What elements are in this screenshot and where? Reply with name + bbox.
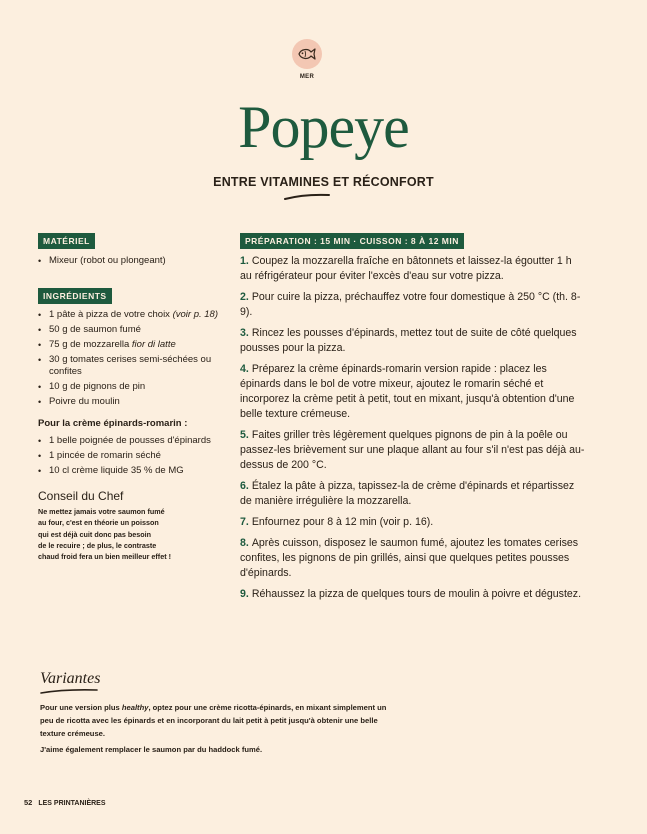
chef-tip-title: Conseil du Chef	[38, 489, 124, 503]
step-item: 5. Faites griller très légèrement quelques pignons de pin à la poêle ou passez-les brièvement sur une plaque allant au four s'il n'est pas déjà au-dessus de 200 °C.	[240, 429, 585, 471]
materiel-item: • Mixeur (robot ou plongeant)	[38, 255, 228, 268]
title-underline-swoosh	[284, 193, 330, 201]
variantes-paragraph: J'aime également remplacer le saumon par du haddock fumé.	[40, 745, 263, 754]
variantes-title: Variantes	[40, 670, 101, 687]
preparation-heading: PRÉPARATION : 15 MIN · CUISSON : 8 À 12 MIN	[240, 233, 464, 249]
ingredient-item: • 10 cl crème liquide 35 % de MG	[38, 465, 228, 478]
left-column	[38, 231, 228, 562]
step-item: 7. Enfournez pour 8 à 12 min (voir p. 16).	[240, 516, 434, 528]
ingredient-item: • 1 belle poignée de pousses d'épinards	[38, 435, 228, 448]
materiel-heading: MATÉRIEL	[38, 233, 95, 249]
step-item: 8. Après cuisson, disposez le saumon fumé, ajoutez les tomates cerises confites, les pignons de pin grillés, ainsi que quelques petites pousses d'épinards.	[240, 537, 579, 579]
step-item: 6. Étalez la pâte à pizza, tapissez-la de crème d'épinards et répartissez de manière irrégulière la mozzarella.	[240, 480, 575, 507]
step-item: 3. Rincez les pousses d'épinards, mettez tout de suite de côté quelques pousses pour la pizza.	[240, 327, 577, 354]
ingredients-heading: INGRÉDIENTS	[38, 288, 112, 304]
ingredients-list	[38, 309, 228, 409]
category-label: MER	[299, 74, 315, 80]
ingredient-item: • 1 pincée de romarin séché	[38, 450, 228, 463]
step-item: 1. Coupez la mozzarella fraîche en bâtonnets et laissez-la égoutter 1 h au réfrigérateur pour éviter l'excès d'eau sur votre pizza.	[240, 255, 572, 282]
ingredient-item: • 30 g tomates cerises semi-séchées ou confites	[38, 354, 228, 379]
ingredient-item: • Poivre du moulin	[38, 396, 228, 409]
variantes-section	[40, 670, 400, 756]
recipe-subtitle: ENTRE VITAMINES ET RÉCONFORT	[213, 175, 434, 189]
ingredient-item: • 10 g de pignons de pin	[38, 381, 228, 394]
step-item: 2. Pour cuire la pizza, préchauffez votre four domestique à 250 °C (th. 8-9).	[240, 291, 581, 318]
variantes-text	[40, 701, 400, 756]
page-footer	[24, 798, 106, 807]
section-name: LES PRINTANIÈRES	[38, 800, 106, 807]
step-item: 4. Préparez la crème épinards-romarin version rapide : placez les épinards dans le bol de votre mixeur, ajoutez le romarin séché et incorporez la crème petit à petit, tout en mixant, jusqu'à obtention d'une belle texture crémeuse.	[240, 363, 575, 420]
fish-icon	[297, 47, 317, 61]
ingredient-item: • 1 pâte à pizza de votre choix (voir p. 18)	[38, 309, 228, 322]
page-number: 52	[24, 798, 33, 807]
ingredient-item: • 75 g de mozzarella fior di latte	[38, 339, 228, 352]
variantes-underline-swoosh	[40, 688, 98, 694]
materiel-list	[38, 255, 228, 268]
cream-ingredients-list	[38, 435, 228, 478]
variantes-paragraph: Pour une version plus healthy, optez pour une crème ricotta-épinards, en mixant simplement un peu de ricotta avec les épinards et en incorporant du lait petit à petit jusqu'à obtenir une belle texture crémeuse.	[40, 703, 387, 738]
cream-subheading: Pour la crème épinards-romarin :	[38, 417, 188, 429]
preparation-column	[240, 231, 586, 608]
ingredient-item: • 50 g de saumon fumé	[38, 324, 228, 337]
chef-tip-text: Ne mettez jamais votre saumon fumé au four, c'est en théorie un poisson qui est déjà cuit donc pas besoin de le recuire ; de plus, le contraste chaud froid fera un bien meilleur effet !	[38, 507, 171, 562]
step-item: 9. Réhaussez la pizza de quelques tours de moulin à poivre et dégustez.	[240, 588, 582, 600]
recipe-title: Popeye	[238, 94, 409, 160]
category-badge	[292, 39, 322, 69]
steps-list	[240, 254, 586, 602]
